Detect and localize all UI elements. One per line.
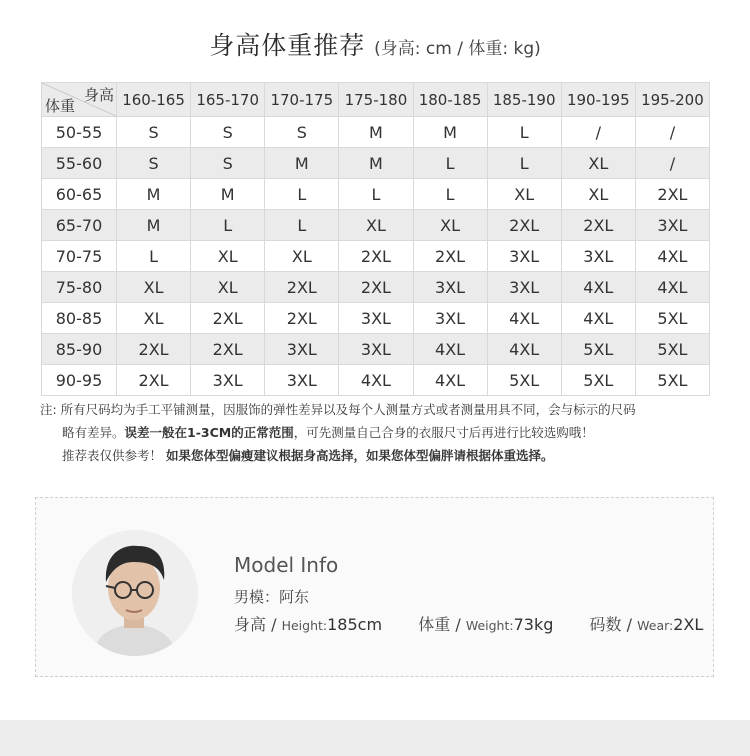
note-line-2 [40, 421, 730, 444]
size-cell: 3XL [265, 334, 339, 365]
size-cell: 5XL [561, 334, 635, 365]
size-cell: M [265, 148, 339, 179]
size-cell: M [413, 117, 487, 148]
size-cell: L [487, 117, 561, 148]
size-cell: 4XL [487, 334, 561, 365]
note-line-1: 注: 所有尺码均为手工平铺测量，因服饰的弹性差异以及每个人测量方式或者测量用具不同，会与标示的尺码 [40, 402, 636, 417]
size-cell: M [339, 148, 413, 179]
weight-row-header: 80-85 [42, 303, 117, 334]
weight-row-header: 90-95 [42, 365, 117, 396]
size-cell: XL [487, 179, 561, 210]
size-cell: XL [191, 241, 265, 272]
model-size-value: 2XL [673, 615, 704, 634]
size-cell: / [635, 117, 709, 148]
size-cell: 2XL [339, 241, 413, 272]
size-cell: 5XL [635, 334, 709, 365]
size-cell: 4XL [635, 241, 709, 272]
size-cell: 4XL [561, 272, 635, 303]
size-cell: / [635, 148, 709, 179]
size-cell: 3XL [413, 272, 487, 303]
model-height-en: Height: [281, 618, 328, 633]
note-line-3 [40, 444, 730, 467]
size-cell: / [561, 117, 635, 148]
table-row [42, 117, 710, 148]
model-avatar [72, 530, 198, 656]
table-row [42, 365, 710, 396]
size-cell: L [265, 179, 339, 210]
size-cell: L [413, 148, 487, 179]
size-cell: 2XL [117, 365, 191, 396]
table-row [42, 272, 710, 303]
model-weight-value: 73kg [513, 615, 554, 634]
size-cell: XL [117, 272, 191, 303]
corner-height-label: 身高 [83, 86, 114, 104]
size-cell: 3XL [339, 303, 413, 334]
height-column-header: 170-175 [265, 83, 339, 117]
size-cell: 3XL [413, 303, 487, 334]
table-header-row [42, 83, 710, 117]
size-cell: XL [117, 303, 191, 334]
size-cell: M [117, 179, 191, 210]
size-cell: M [191, 179, 265, 210]
size-cell: 2XL [561, 210, 635, 241]
note-line-3b: 如果您体型偏瘦建议根据身高选择，如果您体型偏胖请根据体重选择。 [166, 448, 554, 463]
size-cell: S [117, 148, 191, 179]
weight-row-header: 50-55 [42, 117, 117, 148]
corner-weight-label: 体重 [45, 97, 76, 115]
height-column-header: 165-170 [191, 83, 265, 117]
height-column-header: 185-190 [487, 83, 561, 117]
size-cell: L [339, 179, 413, 210]
size-cell: S [191, 117, 265, 148]
height-column-header: 175-180 [339, 83, 413, 117]
size-cell: S [265, 117, 339, 148]
size-cell: XL [413, 210, 487, 241]
size-cell: XL [191, 272, 265, 303]
footer-bar [0, 720, 750, 756]
height-column-header: 190-195 [561, 83, 635, 117]
size-cell: 2XL [487, 210, 561, 241]
weight-row-header: 70-75 [42, 241, 117, 272]
table-corner-cell [42, 83, 117, 117]
note-line-2c: ，可先测量自己合身的衣服尺寸后再进行比较选购哦！ [293, 425, 594, 440]
table-row [42, 334, 710, 365]
size-cell: 2XL [191, 303, 265, 334]
model-info-card [35, 497, 714, 677]
weight-row-header: 55-60 [42, 148, 117, 179]
model-height-label: 身高 / [234, 615, 277, 634]
size-chart-table [41, 82, 710, 396]
size-cell: 2XL [413, 241, 487, 272]
size-cell: 4XL [413, 334, 487, 365]
table-row [42, 148, 710, 179]
table-row [42, 241, 710, 272]
size-cell: XL [561, 148, 635, 179]
note-line-2a: 略有差异。 [62, 425, 125, 440]
title-units: (身高: cm / 体重: kg) [374, 39, 541, 59]
size-cell: L [117, 241, 191, 272]
height-column-header: 160-165 [117, 83, 191, 117]
size-cell: 2XL [265, 272, 339, 303]
size-cell: S [117, 117, 191, 148]
size-cell: L [413, 179, 487, 210]
size-cell: 2XL [339, 272, 413, 303]
size-cell: 3XL [561, 241, 635, 272]
size-cell: L [265, 210, 339, 241]
model-height-value: 185cm [327, 615, 383, 634]
table-row [42, 179, 710, 210]
size-cell: 2XL [191, 334, 265, 365]
note-line-3a: 推荐表仅供参考！ [62, 448, 163, 463]
size-cell: 4XL [635, 272, 709, 303]
size-cell: 5XL [635, 365, 709, 396]
size-cell: M [339, 117, 413, 148]
model-name: 男模：阿东 [234, 588, 310, 606]
size-cell: 3XL [191, 365, 265, 396]
size-cell: 3XL [265, 365, 339, 396]
size-cell: XL [561, 179, 635, 210]
model-stats [234, 612, 703, 635]
size-cell: L [191, 210, 265, 241]
size-cell: 5XL [487, 365, 561, 396]
size-cell: 3XL [487, 272, 561, 303]
model-info-title: Model Info [234, 553, 339, 577]
size-cell: 3XL [339, 334, 413, 365]
table-body [42, 117, 710, 396]
model-weight-en: Weight: [465, 618, 514, 633]
table-row [42, 303, 710, 334]
size-cell: 2XL [265, 303, 339, 334]
size-cell: 2XL [635, 179, 709, 210]
size-cell: XL [265, 241, 339, 272]
size-cell: 4XL [561, 303, 635, 334]
title-main: 身高体重推荐 [209, 31, 366, 60]
size-cell: 3XL [487, 241, 561, 272]
height-column-header: 180-185 [413, 83, 487, 117]
sizing-notes [40, 398, 730, 467]
page-title [0, 26, 750, 62]
model-size-label: 码数 / [589, 615, 633, 634]
size-cell: 2XL [117, 334, 191, 365]
height-column-header: 195-200 [635, 83, 709, 117]
weight-row-header: 60-65 [42, 179, 117, 210]
table-row [42, 210, 710, 241]
size-cell: 5XL [635, 303, 709, 334]
weight-row-header: 65-70 [42, 210, 117, 241]
size-cell: 5XL [561, 365, 635, 396]
model-size-en: Wear: [637, 618, 674, 633]
model-portrait-icon [72, 530, 198, 656]
size-cell: 3XL [635, 210, 709, 241]
weight-row-header: 85-90 [42, 334, 117, 365]
model-weight-label: 体重 / [418, 615, 461, 634]
weight-row-header: 75-80 [42, 272, 117, 303]
size-cell: 4XL [487, 303, 561, 334]
size-cell: S [191, 148, 265, 179]
size-cell: 4XL [413, 365, 487, 396]
size-cell: XL [339, 210, 413, 241]
size-cell: L [487, 148, 561, 179]
note-line-2b: 误差一般在1-3CM的正常范围 [124, 425, 294, 440]
size-cell: 4XL [339, 365, 413, 396]
size-cell: M [117, 210, 191, 241]
